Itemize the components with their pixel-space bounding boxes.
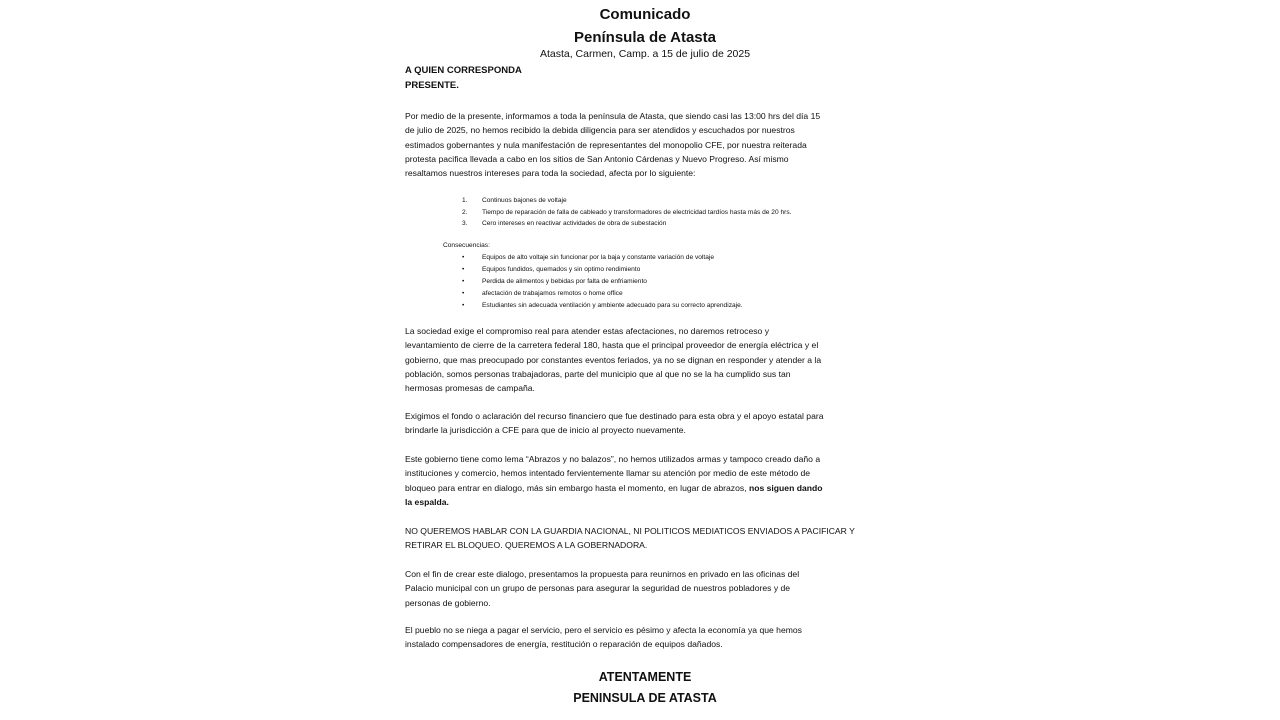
list-item-text: Equipos fundidos, quemados y sin optimo rendimiento [482,266,641,274]
text-line: Con el fin de crear este dialogo, presentamos la propuesta para reunirnos en privado en las oficinas del [405,569,800,579]
document-title: Comunicado [599,6,691,23]
list-item-text: Continuos bajones de voltaje [482,197,567,204]
text-segment: bloqueo para entrar en dialogo, más sin embargo hasta el momento, en lugar de abrazos, [405,482,749,493]
text-line: hermosas promesas de campaña. [405,383,535,394]
list-item [462,207,791,219]
list-item-text: Perdida de alimentos y bebidas por falta de enfriamiento [482,278,647,286]
funds-paragraph [405,409,885,438]
intro-paragraph [405,109,885,180]
bullet-icon: • [462,290,465,298]
text-line [405,495,885,509]
text-line: protesta pacifica llevada a cabo en los sitios de San Antonio Cárdenas y Nuevo Progreso. Así mismo [405,153,789,164]
text-line: instituciones y comercio, hemos intentado fervientemente llamar su atención por medio de este método de [405,468,811,479]
text-line: resaltamos nuestros intereses para toda la sociedad, afecta por lo siguiente: [405,168,696,179]
text-line: Palacio municipal con un grupo de personas para asegurar la seguridad de nuestros pobladores y de [405,583,791,594]
salutation-line: A QUIEN CORRESPONDA [405,65,522,76]
text-line: población, somos personas trabajadoras, parte del municipio que al que no se la ha cumplido sus tan [405,368,791,379]
list-number: 1. [462,197,468,204]
document-page [405,0,885,720]
text-line: gobierno, que mas preocupado por constantes eventos feriados, ya no se dignan en responder y atender a la [405,354,822,365]
list-number: 2. [462,208,468,216]
closing-regards: ATENTAMENTE [598,670,692,684]
bullet-icon: • [462,278,465,286]
bullet-icon: • [462,254,465,261]
list-item [462,195,791,207]
text-line: estimados gobernantes y nula manifestación de representantes del monopolio CFE, por nuestra reiterada [405,139,807,150]
proposal-paragraph [405,567,885,610]
list-item-text: Cero intereses en reactivar actividades de obra de subestación [482,220,667,227]
bullet-icon: • [462,266,465,274]
society-paragraph [405,324,885,395]
demand-paragraph [405,524,885,553]
place-date: Atasta, Carmen, Camp. a 15 de julio de 2025 [539,48,751,60]
text-line: instalado compensadores de energía, restitución o reparación de equipos dañados. [405,639,723,650]
text-line: brindarle la jurisdicción a CFE para que de inicio al proyecto nuevamente. [405,425,686,436]
text-line: de julio de 2025, no hemos recibido la debida diligencia para ser atendidos y escuchados por nuestros [405,125,795,136]
text-line: La sociedad exige el compromiso real para atender estas afectaciones, no daremos retroceso y [405,326,770,336]
list-item-text: afectación de trabajamos remotos o home office [482,290,623,298]
list-item [462,300,743,312]
salutation-line: PRESENTE. [405,80,459,91]
list-item-text: Tiempo de reparación de falla de cableado y transformadores de electricidad tardíos hasta más de 20 hrs. [482,208,792,216]
text-line [405,481,885,495]
list-item [462,252,743,264]
text-line: personas de gobierno. [405,597,491,608]
closing-signature: PENINSULA DE ATASTA [573,691,717,705]
text-line: levantamiento de cierre de la carretera federal 180, hasta que el principal proveedor de energía eléctrica y el [405,340,819,351]
text-line: El pueblo no se niega a pagar el servicio, pero el servicio es pésimo y afecta la economía ya que hemos [405,625,802,635]
service-paragraph [405,623,885,652]
text-line: NO QUEREMOS HABLAR CON LA GUARDIA NACIONAL, NI POLITICOS MEDIATICOS ENVIADOS A PACIFICAR Y [405,526,855,536]
text-line: RETIRAR EL BLOQUEO. QUEREMOS A LA GOBERNADORA. [405,540,648,551]
document-subtitle: Península de Atasta [574,29,716,46]
government-paragraph [405,452,885,509]
numbered-list [462,195,791,230]
list-item [462,288,743,300]
text-line: Por medio de la presente, informamos a toda la península de Atasta, que siendo casi las 13:00 hrs del día 15 [405,111,821,121]
emphasis-text: la espalda. [405,496,449,507]
consequences-label: Consecuencias: [443,242,490,249]
text-line: Exigimos el fondo o aclaración del recurso financiero que fue destinado para esta obra y el apoyo estatal para [405,411,824,421]
list-number: 3. [462,220,468,227]
list-item [462,276,743,288]
consequences-list [462,252,743,312]
list-item [462,264,743,276]
bullet-icon: • [462,302,465,310]
salutation [405,63,522,93]
emphasis-text: nos siguen dando [748,482,823,493]
list-item [462,218,791,230]
text-line: Este gobierno tiene como lema “Abrazos y no balazos”, no hemos utilizados armas y tampoco creado daño a [405,454,821,464]
list-item-text: Equipos de alto voltaje sin funcionar por la baja y constante variación de voltaje [482,254,715,261]
list-item-text: Estudiantes sin adecuada ventilación y ambiente adecuado para su correcto aprendizaje. [482,302,743,310]
